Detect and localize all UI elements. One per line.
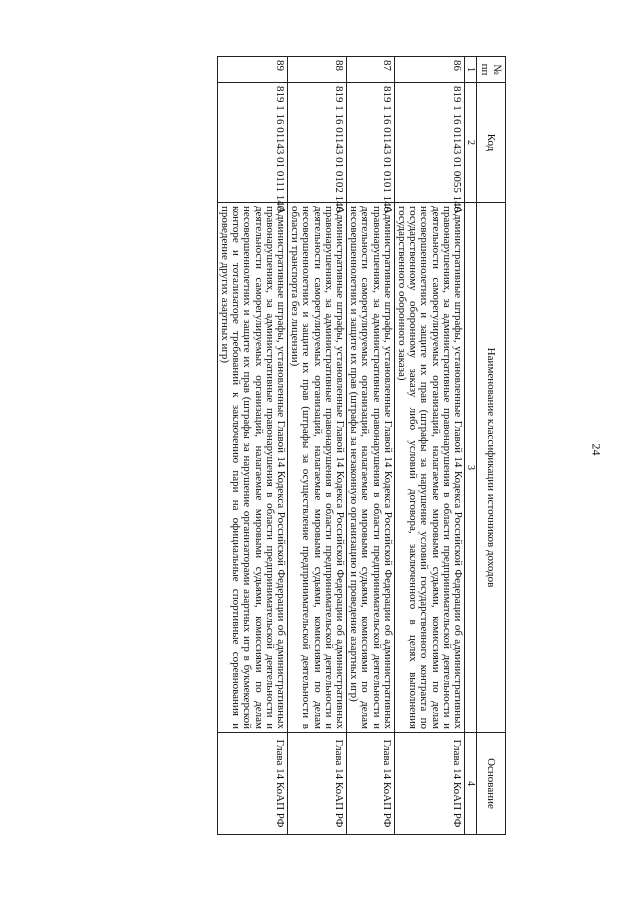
column-number: 3 xyxy=(465,203,477,733)
rotated-table-wrapper xyxy=(34,56,506,834)
row-code: 819 1 16 01143 01 0055 140 xyxy=(394,83,464,203)
column-number: 1 xyxy=(465,57,477,83)
header-num: № пп xyxy=(477,57,506,83)
row-code: 819 1 16 01143 01 0102 140 xyxy=(287,83,346,203)
column-number: 4 xyxy=(465,733,477,835)
column-number-row xyxy=(465,57,477,835)
row-name: Административные штрафы, установленные Главой 14 Кодекса Российской Федерации об административных правонарушениях, за административные правонарушения в области предпринимательской деятельности и деятельности саморегулируемых организаций, налагаемые мировыми судьями, комиссиями по делам несовершеннолетних и защите их прав (штрафы за нарушение условий государственного контракта по государственному оборонному заказу либо условий договора, заключенного в целях выполнения государственного оборонного заказа) xyxy=(394,203,464,733)
row-name: Административные штрафы, установленные Главой 14 Кодекса Российской Федерации об административных правонарушениях, за административные правонарушения в области предпринимательской деятельности и деятельности саморегулируемых организаций, налагаемые мировыми судьями, комиссиями по делам несовершеннолетних и защите их прав (штрафы за нарушение организаторами азартных игр в букмекерской конторе и тотализаторе требований к заключению пари на официальные спортивные соревнования и проведение других азартных игр) xyxy=(217,203,287,733)
row-name: Административные штрафы, установленные Главой 14 Кодекса Российской Федерации об административных правонарушениях, за административные правонарушения в области предпринимательской деятельности и деятельности саморегулируемых организаций, налагаемые мировыми судьями, комиссиями по делам несовершеннолетних и защите их прав (штрафы за незаконную организацию и проведение азартных игр) xyxy=(346,203,394,733)
table-row xyxy=(287,57,346,835)
table-header-row xyxy=(477,57,506,835)
row-basis: Глава 14 КоАП РФ xyxy=(394,733,464,835)
header-code: Код xyxy=(477,83,506,203)
header-basis: Основание xyxy=(477,733,506,835)
row-basis: Глава 14 КоАП РФ xyxy=(287,733,346,835)
row-code: 819 1 16 01143 01 0111 140 xyxy=(217,83,287,203)
column-number: 2 xyxy=(465,83,477,203)
table-row xyxy=(217,57,287,835)
row-code: 819 1 16 01143 01 0101 140 xyxy=(346,83,394,203)
row-number: 89 xyxy=(217,57,287,83)
row-number: 87 xyxy=(346,57,394,83)
row-basis: Глава 14 КоАП РФ xyxy=(346,733,394,835)
header-name: Наименование классификации источников доходов xyxy=(477,203,506,733)
row-number: 88 xyxy=(287,57,346,83)
row-number: 86 xyxy=(394,57,464,83)
page-number: 24 xyxy=(589,443,604,456)
row-basis: Глава 14 КоАП РФ xyxy=(217,733,287,835)
revenue-classification-table xyxy=(217,56,506,835)
table-row xyxy=(394,57,464,835)
row-name: Административные штрафы, установленные Главой 14 Кодекса Российской Федерации об административных правонарушениях, за административные правонарушения в области предпринимательской деятельности и деятельности саморегулируемых организаций, налагаемые мировыми судьями, комиссиями по делам несовершеннолетних и защите их прав (штрафы за осуществление предпринимательской деятельности в области транспорта без лицензии) xyxy=(287,203,346,733)
table-row xyxy=(346,57,394,835)
